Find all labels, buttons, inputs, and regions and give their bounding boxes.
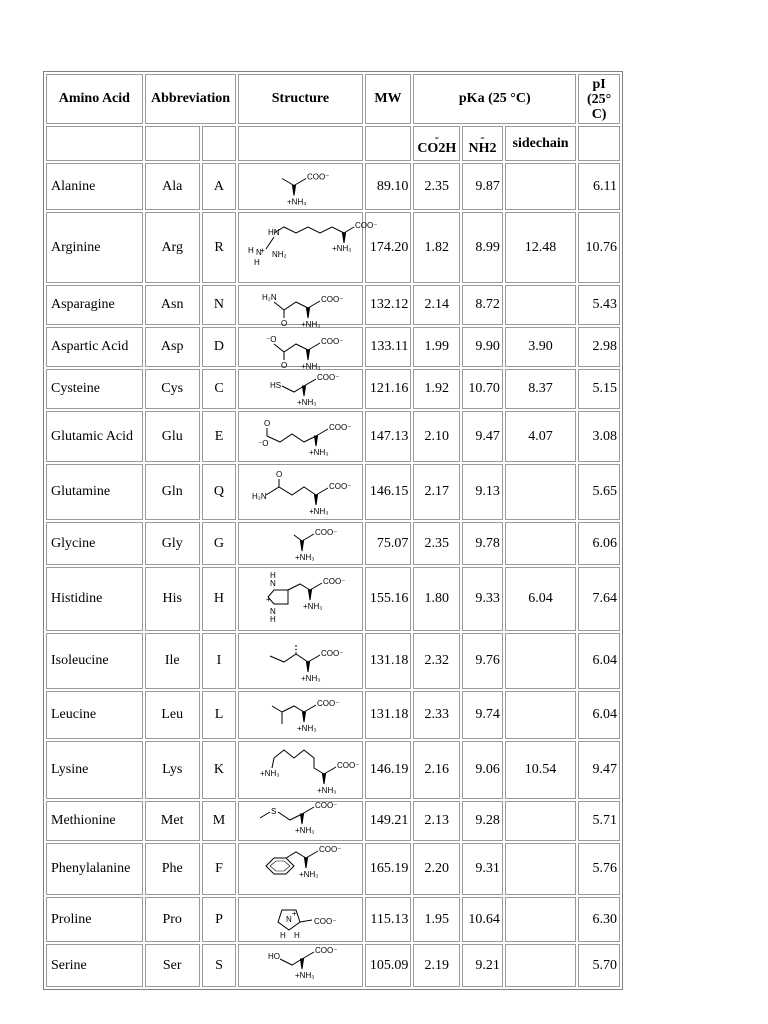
one-letter-code: I	[202, 633, 237, 689]
pka-sidechain	[505, 285, 576, 325]
pka-co2h: 2.19	[413, 944, 460, 987]
structure-cell	[238, 522, 362, 565]
header-abbreviation: Abbreviation	[145, 74, 237, 124]
isoelectric-point: 7.64	[578, 567, 620, 631]
three-letter-code: His	[145, 567, 200, 631]
amino-acid-name: Glutamine	[46, 464, 143, 520]
molecular-weight: 155.16	[365, 567, 412, 631]
isoelectric-point: 3.08	[578, 411, 620, 462]
pka-co2h: 2.14	[413, 285, 460, 325]
pka-co2h: 1.95	[413, 897, 460, 942]
structure-cell	[238, 327, 362, 371]
table-row	[46, 897, 620, 942]
amino-acid-name: Methionine	[46, 801, 143, 841]
methionine-structure	[244, 801, 356, 838]
pka-sidechain: 10.54	[505, 741, 576, 799]
one-letter-code: L	[202, 691, 237, 739]
pka-sidechain	[505, 464, 576, 520]
subheader-empty-pi	[578, 126, 620, 161]
svg-text:S: S	[271, 807, 277, 816]
molecular-weight: 146.19	[365, 741, 412, 799]
subheader-co2h	[413, 126, 460, 161]
pka-sidechain	[505, 843, 576, 895]
pka-co2h: 1.80	[413, 567, 460, 631]
isoelectric-point: 6.04	[578, 691, 620, 739]
three-letter-code: Ala	[145, 163, 200, 210]
table-row	[46, 801, 620, 841]
svg-text:+NH₃: +NH₃	[309, 507, 329, 516]
molecular-weight: 121.16	[365, 369, 412, 409]
svg-text:COO⁻: COO⁻	[355, 221, 378, 230]
subheader-empty-mw	[365, 126, 412, 161]
one-letter-code: H	[202, 567, 237, 631]
svg-text:+: +	[266, 595, 272, 604]
subheader-empty-name	[46, 126, 143, 161]
table-row	[46, 411, 620, 462]
pka-co2h: 2.16	[413, 741, 460, 799]
svg-text:+NH₃: +NH₃	[295, 971, 315, 980]
three-letter-code: Gly	[145, 522, 200, 565]
table-row	[46, 369, 620, 409]
three-letter-code: Asp	[145, 327, 200, 367]
subheader-nh2-dash: -	[480, 128, 485, 144]
subheader-empty-structure	[238, 126, 362, 161]
pka-nh2: 9.76	[462, 633, 503, 689]
pka-co2h: 2.10	[413, 411, 460, 462]
svg-text:COO⁻: COO⁻	[307, 172, 330, 182]
pka-co2h: 2.20	[413, 843, 460, 895]
svg-text:+NH₃: +NH₃	[297, 398, 317, 407]
three-letter-code: Ser	[145, 944, 200, 987]
subheader-co2h-dash: -	[434, 128, 439, 144]
structure-cell	[238, 691, 362, 739]
three-letter-code: Asn	[145, 285, 200, 325]
proline-structure	[244, 900, 356, 939]
pka-nh2: 8.72	[462, 285, 503, 325]
svg-text:⁻O: ⁻O	[258, 439, 269, 448]
amino-acid-name: Arginine	[46, 212, 143, 283]
header-amino-acid: Amino Acid	[46, 74, 143, 124]
isoelectric-point: 5.76	[578, 843, 620, 895]
isoelectric-point: 6.06	[578, 522, 620, 565]
glutamine-structure	[244, 467, 356, 517]
isoelectric-point: 5.65	[578, 464, 620, 520]
isoelectric-point: 9.47	[578, 741, 620, 799]
amino-acid-name: Cysteine	[46, 369, 143, 409]
subheader-co2h-label: CO2H	[417, 140, 457, 156]
molecular-weight: 174.20	[365, 212, 412, 283]
table-row	[46, 464, 620, 520]
three-letter-code: Gln	[145, 464, 200, 520]
amino-acid-name: Histidine	[46, 567, 143, 631]
amino-acid-table	[43, 71, 623, 990]
svg-text:N: N	[286, 915, 293, 924]
pka-sidechain: 8.37	[505, 369, 576, 409]
arginine-structure	[244, 215, 378, 280]
svg-text:O: O	[281, 361, 288, 370]
amino-acid-name: Asparagine	[46, 285, 143, 325]
pka-sidechain	[505, 522, 576, 565]
structure-cell	[238, 843, 362, 895]
pka-nh2: 9.21	[462, 944, 503, 987]
amino-acid-name: Glycine	[46, 522, 143, 565]
svg-text:O: O	[276, 470, 283, 479]
svg-text:COO⁻: COO⁻	[314, 917, 337, 926]
pka-co2h: 2.35	[413, 522, 460, 565]
svg-text:COO⁻: COO⁻	[315, 946, 338, 955]
pka-co2h: 1.82	[413, 212, 460, 283]
serine-structure	[244, 947, 356, 984]
subheader-nh2-label: NH2	[468, 140, 497, 156]
pka-sidechain: 4.07	[505, 411, 576, 462]
isoelectric-point: 5.70	[578, 944, 620, 987]
lysine-structure	[244, 744, 360, 796]
table-row	[46, 843, 620, 895]
molecular-weight: 165.19	[365, 843, 412, 895]
pka-nh2: 10.70	[462, 369, 503, 409]
svg-text:+NH₃: +NH₃	[301, 320, 321, 329]
structure-cell	[238, 567, 362, 631]
one-letter-code: F	[202, 843, 237, 895]
three-letter-code: Ile	[145, 633, 200, 689]
molecular-weight: 131.18	[365, 691, 412, 739]
pka-sidechain: 3.90	[505, 327, 576, 367]
header-mw: MW	[365, 74, 412, 124]
header-pi: pI (25° C)	[578, 74, 620, 124]
svg-text:COO⁻: COO⁻	[317, 699, 340, 708]
isoleucine-structure	[244, 636, 356, 686]
table-row	[46, 567, 620, 631]
structure-cell	[238, 285, 362, 329]
pka-co2h: 2.17	[413, 464, 460, 520]
svg-text:+NH₃: +NH₃	[295, 826, 315, 835]
svg-text:COO⁻: COO⁻	[321, 337, 344, 346]
three-letter-code: Leu	[145, 691, 200, 739]
isoelectric-point: 5.71	[578, 801, 620, 841]
three-letter-code: Met	[145, 801, 200, 841]
molecular-weight: 146.15	[365, 464, 412, 520]
subheader-sidechain: sidechain	[505, 126, 576, 161]
pka-nh2: 9.74	[462, 691, 503, 739]
one-letter-code: K	[202, 741, 237, 799]
pka-co2h: 2.33	[413, 691, 460, 739]
molecular-weight: 75.07	[365, 522, 412, 565]
isoelectric-point: 5.43	[578, 285, 620, 325]
pka-sidechain	[505, 163, 576, 210]
table-row	[46, 285, 620, 325]
one-letter-code: D	[202, 327, 237, 367]
pka-co2h: 2.13	[413, 801, 460, 841]
isoelectric-point: 6.30	[578, 897, 620, 942]
pka-sidechain	[505, 691, 576, 739]
pka-co2h: 1.99	[413, 327, 460, 367]
cysteine-structure	[244, 372, 356, 406]
structure-cell	[238, 212, 378, 283]
table-body	[46, 163, 620, 987]
svg-text:+NH₃: +NH₃	[297, 724, 317, 733]
amino-acid-name: Leucine	[46, 691, 143, 739]
svg-text:COO⁻: COO⁻	[315, 801, 338, 810]
svg-text:COO⁻: COO⁻	[337, 761, 360, 770]
molecular-weight: 115.13	[365, 897, 412, 942]
structure-cell	[238, 897, 362, 942]
pka-sidechain	[505, 633, 576, 689]
one-letter-code: Q	[202, 464, 237, 520]
pka-nh2: 9.87	[462, 163, 503, 210]
svg-text:COO⁻: COO⁻	[319, 845, 342, 854]
subheader-nh2	[462, 126, 503, 161]
header-structure: Structure	[238, 74, 362, 124]
molecular-weight: 89.10	[365, 163, 412, 210]
structure-cell	[238, 163, 362, 210]
pka-nh2: 9.33	[462, 567, 503, 631]
one-letter-code: E	[202, 411, 237, 462]
svg-text:+: +	[260, 246, 266, 255]
svg-text:+: +	[292, 909, 298, 918]
svg-text:HS: HS	[270, 381, 282, 390]
svg-text:⁻O: ⁻O	[266, 335, 277, 344]
molecular-weight: 131.18	[365, 633, 412, 689]
isoelectric-point: 6.11	[578, 163, 620, 210]
molecular-weight: 105.09	[365, 944, 412, 987]
three-letter-code: Glu	[145, 411, 200, 462]
subheader-empty-abbr1	[202, 126, 237, 161]
svg-text:+NH₃: +NH₃	[332, 244, 352, 253]
pka-sidechain	[505, 944, 576, 987]
svg-text:+NH₃: +NH₃	[260, 769, 280, 778]
pka-sidechain: 6.04	[505, 567, 576, 631]
table-edge-right	[622, 982, 623, 990]
pka-nh2: 9.47	[462, 411, 503, 462]
molecular-weight: 147.13	[365, 411, 412, 462]
svg-text:H: H	[248, 246, 255, 255]
svg-text:+NH₃: +NH₃	[309, 448, 329, 457]
table-row	[46, 691, 620, 739]
pka-nh2: 9.28	[462, 801, 503, 841]
table-edge-left	[43, 982, 44, 990]
three-letter-code: Arg	[145, 212, 200, 283]
svg-text:H: H	[254, 258, 261, 267]
header-pka: pKa (25 °C)	[413, 74, 576, 124]
one-letter-code: C	[202, 369, 237, 409]
structure-cell	[238, 741, 362, 799]
pka-nh2: 8.99	[462, 212, 503, 283]
amino-acid-name: Isoleucine	[46, 633, 143, 689]
pka-co2h: 2.35	[413, 163, 460, 210]
svg-text:COO⁻: COO⁻	[317, 373, 340, 382]
isoelectric-point: 10.76	[578, 212, 620, 283]
svg-text:+NH₃: +NH₃	[295, 553, 315, 562]
svg-text:+NH₃: +NH₃	[287, 197, 307, 207]
table-row	[46, 633, 620, 689]
svg-text:+NH₃: +NH₃	[299, 870, 319, 879]
amino-acid-name: Serine	[46, 944, 143, 987]
svg-text:HN: HN	[268, 228, 280, 237]
svg-text:HO: HO	[268, 952, 281, 961]
aspartic-acid-structure	[244, 330, 356, 371]
amino-acid-name: Proline	[46, 897, 143, 942]
isoelectric-point: 6.04	[578, 633, 620, 689]
pka-nh2: 9.78	[462, 522, 503, 565]
three-letter-code: Lys	[145, 741, 200, 799]
table-row	[46, 522, 620, 565]
amino-acid-name: Alanine	[46, 163, 143, 210]
amino-acid-name: Glutamic Acid	[46, 411, 143, 462]
pka-nh2: 10.64	[462, 897, 503, 942]
pka-co2h: 1.92	[413, 369, 460, 409]
table-row	[46, 212, 620, 283]
molecular-weight: 133.11	[365, 327, 412, 367]
pka-nh2: 9.31	[462, 843, 503, 895]
histidine-structure	[244, 570, 356, 628]
svg-text:+NH₃: +NH₃	[301, 674, 321, 683]
phenylalanine-structure	[244, 846, 356, 892]
svg-text:H: H	[280, 931, 287, 940]
three-letter-code: Cys	[145, 369, 200, 409]
svg-text:O: O	[264, 419, 271, 428]
structure-cell	[238, 369, 362, 409]
structure-cell	[238, 801, 362, 841]
svg-text:COO⁻: COO⁻	[321, 649, 344, 658]
pka-nh2: 9.13	[462, 464, 503, 520]
svg-text:O: O	[281, 319, 288, 328]
one-letter-code: P	[202, 897, 237, 942]
svg-text:H₂N: H₂N	[262, 293, 278, 302]
three-letter-code: Pro	[145, 897, 200, 942]
svg-text:H₂N: H₂N	[252, 492, 268, 501]
amino-acid-name: Lysine	[46, 741, 143, 799]
amino-acid-name: Phenylalanine	[46, 843, 143, 895]
svg-text:COO⁻: COO⁻	[315, 528, 338, 537]
asparagine-structure	[244, 288, 356, 329]
structure-cell	[238, 944, 362, 987]
svg-text:N: N	[270, 579, 277, 588]
molecular-weight: 132.12	[365, 285, 412, 325]
molecular-weight: 149.21	[365, 801, 412, 841]
pka-co2h: 2.32	[413, 633, 460, 689]
table-row	[46, 944, 620, 987]
pka-sidechain: 12.48	[505, 212, 576, 283]
amino-acid-name: Aspartic Acid	[46, 327, 143, 367]
svg-text:COO⁻: COO⁻	[321, 295, 344, 304]
table-row	[46, 327, 620, 367]
structure-cell	[238, 464, 362, 520]
header-row	[46, 74, 620, 124]
three-letter-code: Phe	[145, 843, 200, 895]
one-letter-code: R	[202, 212, 237, 283]
subheader-empty-abbr3	[145, 126, 200, 161]
one-letter-code: A	[202, 163, 237, 210]
pka-nh2: 9.90	[462, 327, 503, 367]
pka-sidechain	[505, 897, 576, 942]
one-letter-code: S	[202, 944, 237, 987]
one-letter-code: N	[202, 285, 237, 325]
glutamic-acid-structure	[244, 414, 356, 459]
svg-text:+NH₃: +NH₃	[303, 602, 323, 611]
svg-text:COO⁻: COO⁻	[323, 577, 346, 586]
pka-nh2: 9.06	[462, 741, 503, 799]
structure-cell	[238, 633, 362, 689]
svg-text:N: N	[270, 607, 277, 616]
pka-sidechain	[505, 801, 576, 841]
subheader-row	[46, 126, 620, 161]
svg-text:+NH₃: +NH₃	[301, 362, 321, 371]
table-row	[46, 741, 620, 799]
leucine-structure	[244, 694, 356, 736]
one-letter-code: G	[202, 522, 237, 565]
table-row	[46, 163, 620, 210]
svg-text:COO⁻: COO⁻	[329, 482, 352, 491]
svg-text:H: H	[270, 615, 277, 624]
glycine-structure	[244, 525, 356, 562]
structure-cell	[238, 411, 362, 462]
one-letter-code: M	[202, 801, 237, 841]
svg-text:COO⁻: COO⁻	[329, 423, 352, 432]
svg-text:H: H	[294, 931, 301, 940]
isoelectric-point: 5.15	[578, 369, 620, 409]
svg-text:+NH₃: +NH₃	[317, 786, 337, 795]
amino-acid-table-container	[43, 71, 623, 990]
isoelectric-point: 2.98	[578, 327, 620, 367]
svg-text:N: N	[256, 248, 263, 257]
alanine-structure	[244, 166, 356, 207]
svg-text:NH₂: NH₂	[272, 250, 288, 259]
svg-text:H: H	[270, 571, 277, 580]
